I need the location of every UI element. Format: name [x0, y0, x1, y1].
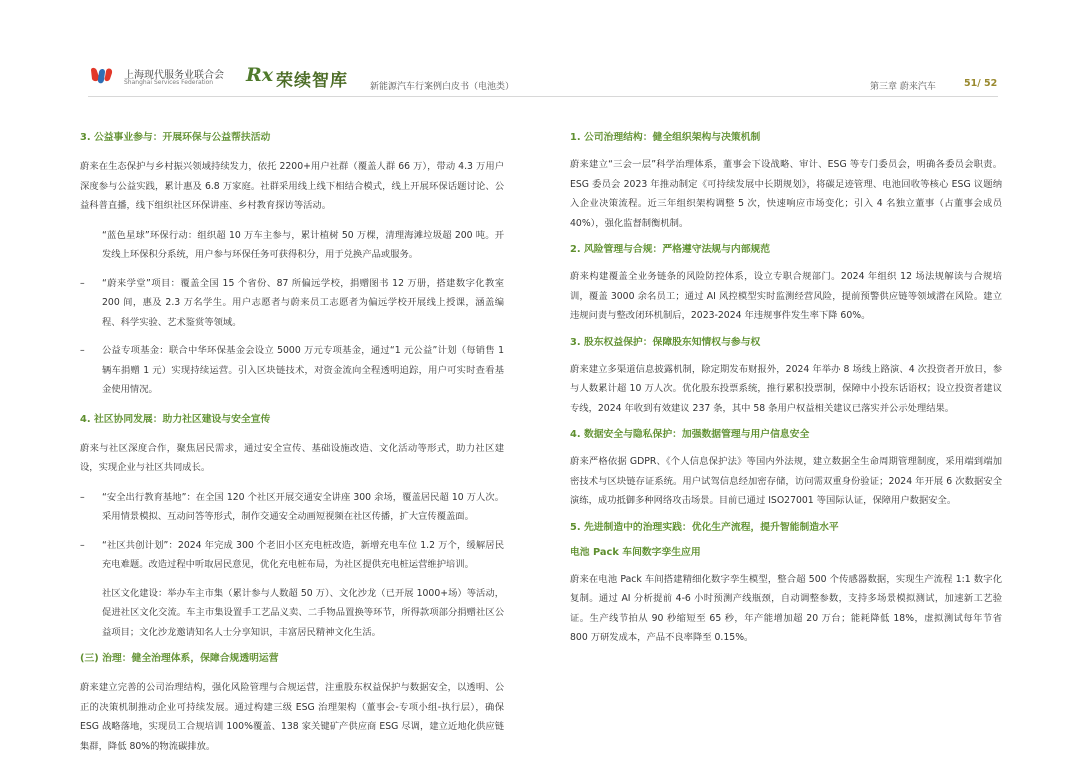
page-number: 51/ 52 [964, 78, 998, 89]
org-name: 上海现代服务业联合会 [124, 70, 224, 81]
page-header [88, 62, 998, 98]
section-heading: 2. 风险管理与合规：严格遵守法规与内部规范 [570, 244, 771, 255]
section-heading: 3. 公益事业参与：开展环保与公益帮扶活动 [80, 132, 271, 143]
doc-title: 新能源汽车行案例白皮书（电池类） [370, 82, 515, 92]
bullet-dash: – [80, 539, 85, 551]
paragraph: 蔚来严格依据 GDPR、《个人信息保护法》等国内外法规，建立数据全生命周期管理制度，采用端到端加密技术与区块链存证系统。用户试驾信息经加密存储，访问需双重身份验证；2024 年开展 6 次数据安全演练，成功抵御多种网络攻击场景。目前已通过 ISO27001 等国际认证，保障用户数据安全。 [570, 456, 1002, 506]
list-item-text: 公益专项基金：联合中华环保基金会设立 5000 万元专项基金，通过“1 元公益”计划（每销售 1 辆车捐赠 1 元）实现持续运营。引入区块链技术，对资金流向全程透明追踪，用户可实时查看基金使用情况。 [102, 345, 504, 395]
ssf-logo-icon [88, 66, 118, 88]
list-item [80, 274, 504, 333]
brand-name: 荣续智库 [276, 71, 348, 91]
bullet-dash: – [80, 277, 85, 289]
list-item-text: “社区共创计划”：2024 年完成 300 个老旧小区充电桩改造，新增充电车位 1.2 万个，缓解居民充电难题。改造过程中听取居民意见，优化充电桩布局，为社区提供充电桩运营维护培训。 [102, 539, 504, 570]
ssf-logo [88, 62, 238, 92]
paragraph: 蔚来建立“三会一层”科学治理体系，董事会下设战略、审计、ESG 等专门委员会，明确各委员会职责。ESG 委员会 2023 年推动制定《可持续发展中长期规划》，将碳足迹管理、电池回收等核心 ESG 议题纳入企业决策流程。近三年组织架构调整 5 次，快速响应市场变化；引入 4 名独立董事（占董事会成员 40%），强化监督制衡机制。 [570, 159, 1002, 229]
bullet-dash: – [80, 491, 85, 503]
chapter-label: 第三章 蔚来汽车 [870, 82, 936, 92]
paragraph: 蔚来建立多渠道信息披露机制，除定期发布财报外，2024 年举办 8 场线上路演、4 次投资者开放日，参与人数累计超 10 万人次。优化股东投票系统，推行累积投票制，保障中小投东话语权；设立投资者建议专线，2024 年收到有效建议 237 条，其中 58 条用户权益相关建议已落实并公示处理结果。 [570, 363, 1002, 414]
paragraph: “蓝色星球”环保行动：组织超 10 万车主参与，累计植树 50 万棵，清理海滩垃圾超 200 吨。开发线上环保积分系统，用户参与环保任务可获得积分，用于兑换产品或服务。 [102, 229, 504, 260]
paragraph: 社区文化建设：举办车主市集（累计参与人数超 50 万）、文化沙龙（已开展 1000+场）等活动，促进社区文化交流。车主市集设置手工艺品义卖、二手物品置换等环节，所得款项部分捐赠社区公益项目；文化沙龙邀请知名人士分享知识，丰富居民精神文化生活。 [102, 587, 504, 638]
subsection-heading: 电池 Pack 车间数字孪生应用 [570, 546, 701, 558]
bullet-dash: – [80, 345, 85, 356]
section-heading: 5. 先进制造中的治理实践：优化生产流程，提升智能制造水平 [570, 521, 839, 533]
paragraph: 蔚来与社区深度合作，聚焦居民需求，通过安全宣传、基础设施改造、文化活动等形式，助力社区建设，实现企业与社区共同成长。 [80, 442, 504, 473]
left-column [80, 130, 504, 766]
paragraph: 蔚来在生态保护与乡村振兴领域持续发力，依托 2200+用户社群（覆盖人群 66 万），带动 4.3 万用户深度参与公益实践，累计惠及 6.8 万家庭。社群采用线上线下相结合模式，线上开展环保话题讨论、公益科普直播，线下组织社区环保讲座、乡村教育探访等活动。 [80, 161, 504, 211]
list-item-text: “安全出行教育基地”：在全国 120 个社区开展交通安全讲座 300 余场，覆盖居民超 10 万人次。采用情景模拟、互动问答等形式，制作交通安全动画短视频在社区传播，扩大宣传覆盖面。 [102, 491, 504, 522]
paragraph: 蔚来构建覆盖全业务链条的风险防控体系，设立专职合规部门。2024 年组织 12 场法规解读与合规培训，覆盖 3000 余名员工；通过 AI 风控模型实时监测经营风险，提前预警供应链等领域潜在风险。建立违规问责与整改闭环机制后，2023-2024 年违规事件发生率下降 60%。 [570, 271, 1002, 321]
paragraph: 蔚来建立完善的公司治理结构，强化风险管理与合规运营，注重股东权益保护与数据安全，以透明、公正的决策机制推动企业可持续发展。通过构建三级 ESG 治理架构（董事会-专项小组-执行层），确保 ESG 战略落地，实现员工合规培训 100%覆盖、138 家关键矿产供应商 ESG 尽调，建立近地化供应链集群，降低 80%的物流碳排放。 [80, 682, 504, 752]
right-column [570, 130, 1002, 657]
section-heading: 4. 数据安全与隐私保护：加强数据管理与用户信息安全 [570, 429, 810, 440]
section-heading: 4. 社区协同发展：助力社区建设与安全宣传 [80, 413, 271, 425]
list-item-text: “蔚来学堂”项目：覆盖全国 15 个省份、87 所偏远学校，捐赠图书 12 万册，搭建数字化教室 200 间，惠及 2.3 万名学生。用户志愿者与蔚来员工志愿者为偏远学校开展线上授课，涵盖编程、科学实验、艺术鉴赏等领域。 [102, 277, 504, 328]
org-name-en: Shanghai Services Federation [124, 79, 214, 86]
list-item [80, 536, 504, 575]
list-item [80, 341, 504, 400]
section-heading: 3. 股东权益保护：保障股东知情权与参与权 [570, 336, 761, 348]
brand-mark: Rx [246, 64, 274, 86]
list-item [80, 488, 504, 527]
section-heading: 1. 公司治理结构：健全组织架构与决策机制 [570, 132, 761, 143]
paragraph: 蔚来在电池 Pack 车间搭建精细化数字孪生模型，整合超 500 个传感器数据，实现生产流程 1:1 数字化复制。通过 AI 分析提前 4-6 小时预测产线瓶颈，自动调整参数，支持多场景模拟测试，加速新工艺验证。生产线节拍从 90 秒缩短至 65 秒，年产能增加超 20 万台；能耗降低 18%，虚拟测试每年节省 800 万研发成本，产品不良率降至 0.15%。 [570, 573, 1002, 643]
header-divider [88, 96, 998, 97]
section-heading: (三) 治理：健全治理体系，保障合规透明运营 [80, 653, 279, 664]
